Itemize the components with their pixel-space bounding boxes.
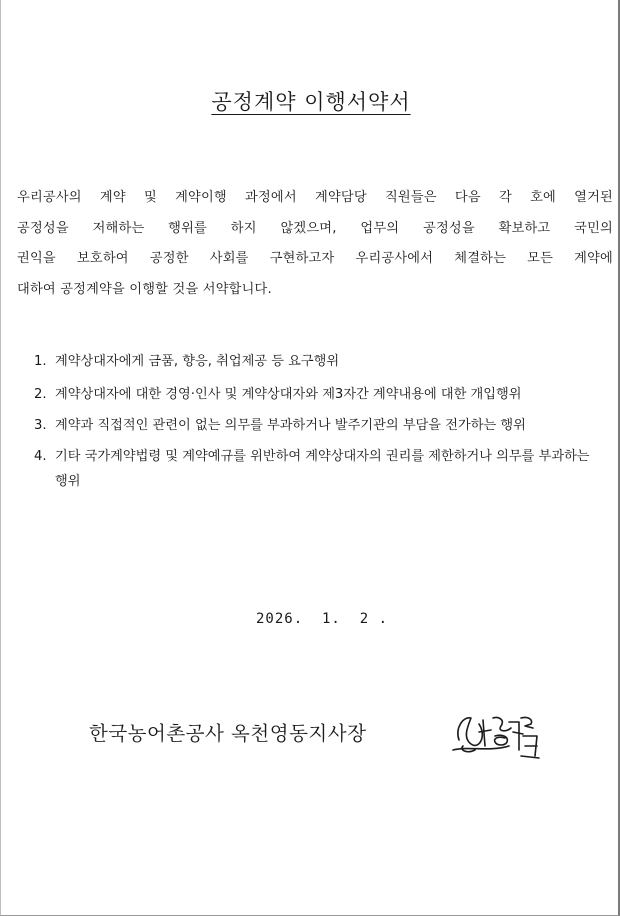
- list-item-number: 1.: [34, 354, 47, 369]
- list-item-text: 기타 국가계약법령 및 계약예규를 위반하여 계약상대자의 권리를 제한하거나 의무를 부과하는 행위: [55, 449, 590, 489]
- list-item-number: 4.: [34, 449, 47, 464]
- intro-line: 우리공사의 계약 및 계약이행 과정에서 계약담당 직원들은 다음 각 호에 열거된: [17, 190, 613, 205]
- list-item-text: 계약상대자에게 금품, 향응, 취업제공 등 요구행위: [55, 354, 340, 369]
- list-item: [34, 382, 592, 407]
- document-date: 2026. 1. 2 .: [256, 611, 389, 627]
- prohibited-acts-list: [34, 349, 592, 494]
- intro-paragraph: [17, 183, 613, 305]
- intro-line: 권익을 보호하여 공정한 사회를 구현하고자 우리공사에서 체결하는 모든 계약에: [17, 251, 613, 266]
- list-item-number: 3.: [34, 418, 47, 433]
- list-item: [34, 444, 592, 494]
- list-item: [34, 413, 592, 438]
- list-item-text: 계약상대자에 대한 경영·인사 및 계약상대자와 제3자간 계약내용에 대한 개입행위: [55, 387, 522, 402]
- handwritten-signature: [449, 706, 549, 766]
- list-item-number: 2.: [34, 387, 47, 402]
- intro-line: 대하여 공정계약을 이행할 것을 서약합니다.: [17, 281, 272, 297]
- signer-title: 한국농어촌공사 옥천영동지사장: [89, 722, 367, 745]
- list-item: [34, 349, 592, 374]
- intro-line: 공정성을 저해하는 행위를 하지 않겠으며, 업무의 공정성을 확보하고 국민의: [17, 220, 613, 236]
- list-item-text: 계약과 직접적인 관련이 없는 의무를 부과하거나 발주기관의 부담을 전가하는 행위: [55, 418, 526, 433]
- document-title: 공정계약 이행서약서: [211, 90, 411, 114]
